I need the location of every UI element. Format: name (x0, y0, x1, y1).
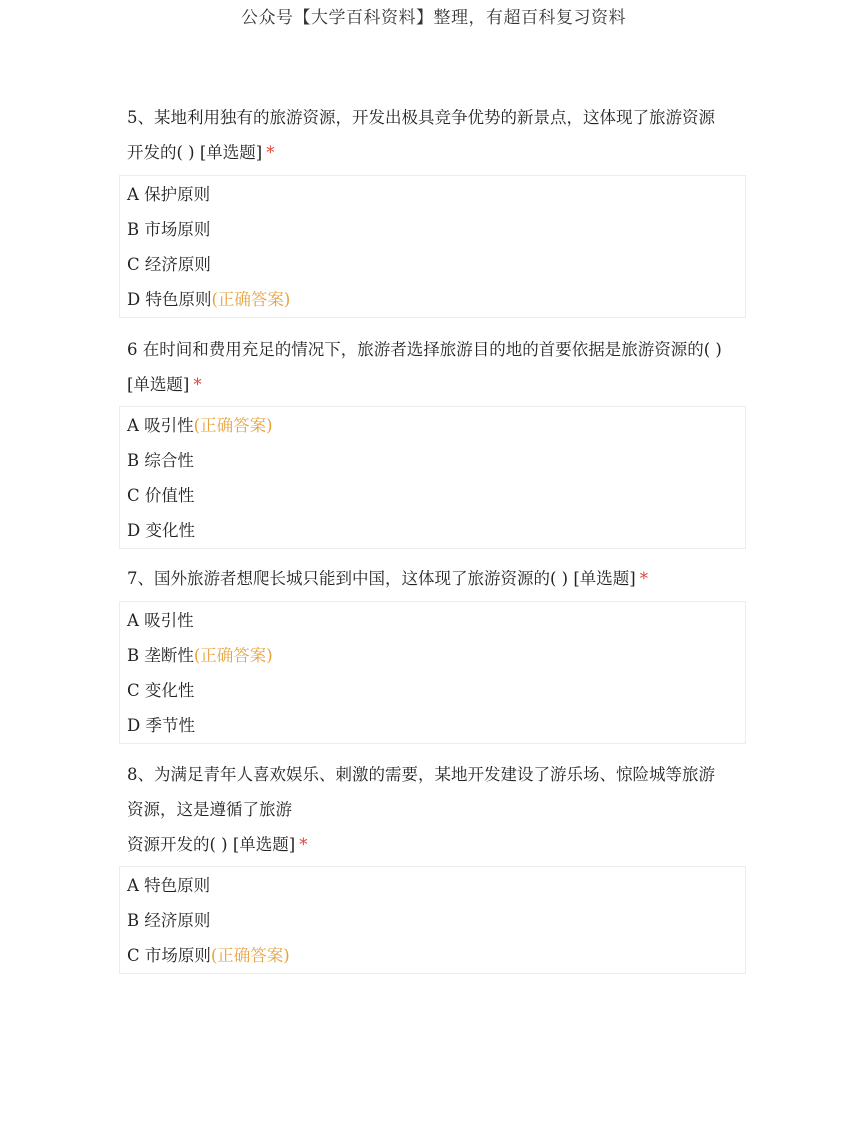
option-a[interactable]: A 特色原则 (127, 876, 211, 895)
option-c[interactable]: C 经济原则 (127, 255, 211, 274)
question-text-line: 5、某地利用独有的旅游资源，开发出极具竞争优势的新景点，这体现了旅游资源 (127, 108, 715, 127)
option-b[interactable]: B 经济原则 (127, 911, 211, 930)
question-text-line (127, 367, 742, 402)
question-6 (127, 332, 742, 402)
question-text-line: 6 在时间和费用充足的情况下，旅游者选择旅游目的地的首要依据是旅游资源的( ) (127, 340, 722, 359)
option-d[interactable]: D 变化性 (127, 521, 195, 540)
option-d[interactable]: D 季节性 (127, 716, 195, 735)
option-a[interactable]: A 吸引性 (127, 611, 194, 630)
required-asterisk: * (639, 569, 648, 588)
correct-answer-tag: (正确答案) (193, 416, 273, 435)
question-text-line (127, 827, 742, 862)
option-c[interactable]: C 价值性 (127, 486, 195, 505)
question-5 (127, 100, 742, 170)
option-a[interactable]: A 吸引性(正确答案) (127, 416, 273, 435)
option-b[interactable]: B 综合性 (127, 451, 194, 470)
option-a[interactable]: A 保护原则 (127, 185, 211, 204)
options-list-q8 (119, 866, 746, 974)
question-7 (127, 561, 742, 596)
option-c[interactable]: C 变化性 (127, 681, 195, 700)
options-list-q5 (119, 175, 746, 318)
question-text-line (127, 561, 742, 596)
correct-answer-tag: (正确答案) (210, 946, 290, 965)
correct-answer-tag: (正确答案) (211, 290, 291, 309)
option-b[interactable]: B 市场原则 (127, 220, 211, 239)
required-asterisk: * (266, 143, 275, 162)
option-b[interactable]: B 垄断性(正确答案) (127, 646, 273, 665)
options-list-q6 (119, 406, 746, 549)
question-text: 资源开发的( ) [单选题] (127, 835, 296, 854)
question-text: [单选题] (127, 375, 190, 394)
question-text: 7、国外旅游者想爬长城只能到中国，这体现了旅游资源的( ) [单选题] (127, 569, 636, 588)
question-text: 开发的( ) [单选题] (127, 143, 263, 162)
correct-answer-tag: (正确答案) (193, 646, 273, 665)
required-asterisk: * (193, 375, 202, 394)
question-8 (127, 757, 742, 862)
question-text-line: 8、为满足青年人喜欢娱乐、刺激的需要，某地开发建设了游乐场、惊险城等旅游 (127, 765, 715, 784)
question-text-line: 资源，这是遵循了旅游 (127, 800, 292, 819)
options-list-q7 (119, 601, 746, 744)
required-asterisk: * (299, 835, 308, 854)
page-header: 公众号【大学百科资料】整理，有超百科复习资料 (241, 8, 626, 28)
option-d[interactable]: D 特色原则(正确答案) (127, 290, 291, 309)
option-c[interactable]: C 市场原则(正确答案) (127, 946, 290, 965)
question-text-line (127, 135, 742, 170)
